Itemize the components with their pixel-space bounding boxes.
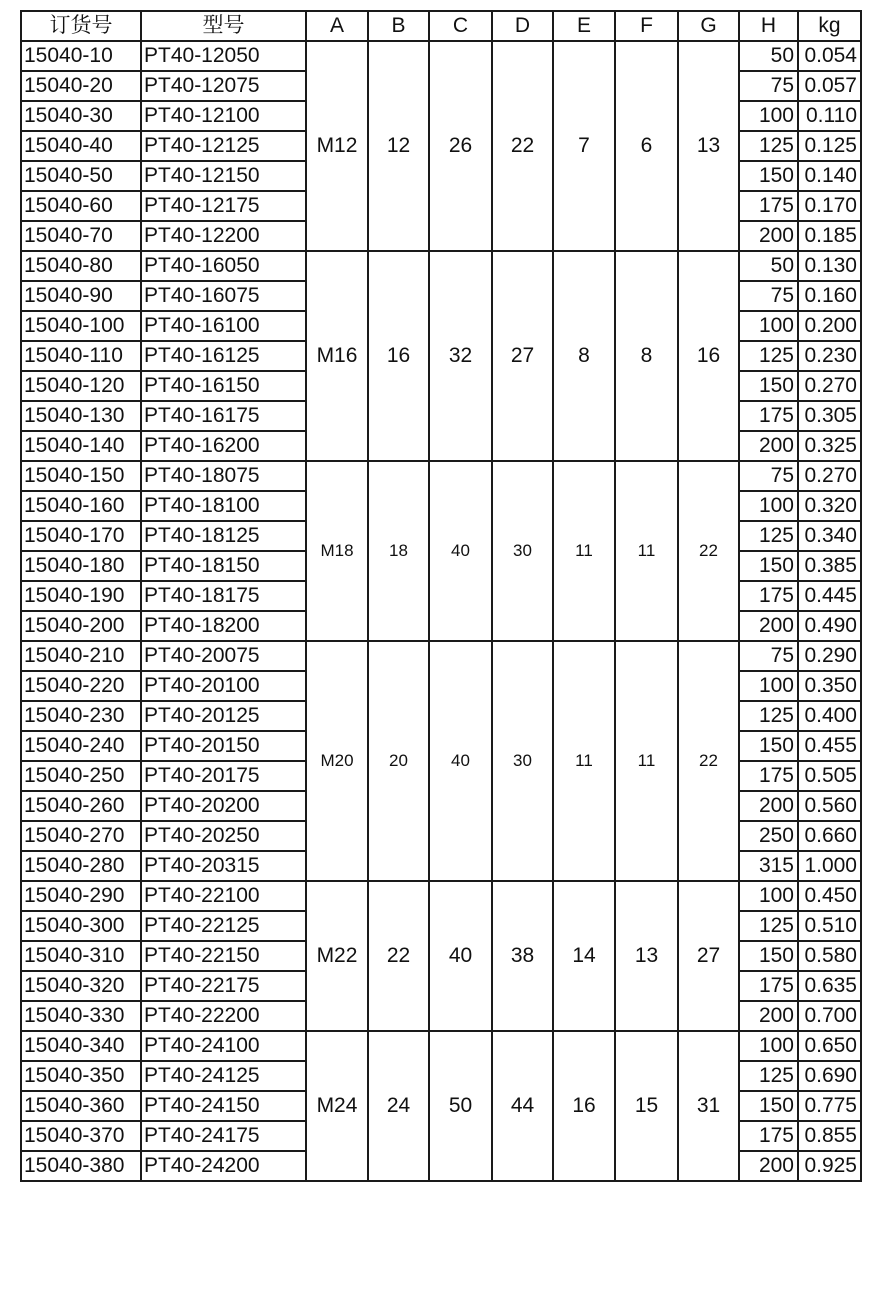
header-f: F <box>615 11 678 41</box>
order-no-cell: 15040-330 <box>21 1001 141 1031</box>
order-no-cell: 15040-320 <box>21 971 141 1001</box>
dim-g-cell: 31 <box>678 1031 739 1181</box>
model-cell: PT40-20150 <box>141 731 306 761</box>
h-cell: 200 <box>739 1151 798 1181</box>
order-no-cell: 15040-280 <box>21 851 141 881</box>
model-cell: PT40-18200 <box>141 611 306 641</box>
dim-f-cell: 15 <box>615 1031 678 1181</box>
h-cell: 125 <box>739 131 798 161</box>
dim-c-cell: 40 <box>429 461 492 641</box>
kg-cell: 1.000 <box>798 851 861 881</box>
h-cell: 75 <box>739 71 798 101</box>
order-no-cell: 15040-70 <box>21 221 141 251</box>
order-no-cell: 15040-340 <box>21 1031 141 1061</box>
h-cell: 50 <box>739 251 798 281</box>
kg-cell: 0.270 <box>798 371 861 401</box>
model-cell: PT40-16125 <box>141 341 306 371</box>
header-e: E <box>553 11 615 41</box>
dim-f-cell: 11 <box>615 641 678 881</box>
model-cell: PT40-16050 <box>141 251 306 281</box>
order-no-cell: 15040-360 <box>21 1091 141 1121</box>
h-cell: 100 <box>739 491 798 521</box>
dim-g-cell: 13 <box>678 41 739 251</box>
h-cell: 125 <box>739 1061 798 1091</box>
h-cell: 200 <box>739 611 798 641</box>
order-no-cell: 15040-220 <box>21 671 141 701</box>
h-cell: 100 <box>739 881 798 911</box>
dim-e-cell: 11 <box>553 461 615 641</box>
h-cell: 175 <box>739 971 798 1001</box>
kg-cell: 0.775 <box>798 1091 861 1121</box>
model-cell: PT40-12125 <box>141 131 306 161</box>
model-cell: PT40-24175 <box>141 1121 306 1151</box>
model-cell: PT40-18075 <box>141 461 306 491</box>
order-no-cell: 15040-90 <box>21 281 141 311</box>
h-cell: 150 <box>739 551 798 581</box>
order-no-cell: 15040-190 <box>21 581 141 611</box>
dim-c-cell: 32 <box>429 251 492 461</box>
dim-d-cell: 30 <box>492 461 553 641</box>
h-cell: 200 <box>739 221 798 251</box>
h-cell: 100 <box>739 671 798 701</box>
order-no-cell: 15040-310 <box>21 941 141 971</box>
h-cell: 100 <box>739 311 798 341</box>
table-row <box>21 251 861 281</box>
model-cell: PT40-12175 <box>141 191 306 221</box>
h-cell: 100 <box>739 1031 798 1061</box>
dim-b-cell: 12 <box>368 41 429 251</box>
kg-cell: 0.057 <box>798 71 861 101</box>
model-cell: PT40-12200 <box>141 221 306 251</box>
h-cell: 250 <box>739 821 798 851</box>
kg-cell: 0.320 <box>798 491 861 521</box>
kg-cell: 0.505 <box>798 761 861 791</box>
kg-cell: 0.580 <box>798 941 861 971</box>
kg-cell: 0.490 <box>798 611 861 641</box>
model-cell: PT40-20250 <box>141 821 306 851</box>
model-cell: PT40-12075 <box>141 71 306 101</box>
order-no-cell: 15040-230 <box>21 701 141 731</box>
order-no-cell: 15040-200 <box>21 611 141 641</box>
header-h: H <box>739 11 798 41</box>
kg-cell: 0.700 <box>798 1001 861 1031</box>
dim-g-cell: 22 <box>678 641 739 881</box>
model-cell: PT40-22200 <box>141 1001 306 1031</box>
table-row <box>21 1031 861 1061</box>
order-no-cell: 15040-380 <box>21 1151 141 1181</box>
kg-cell: 0.350 <box>798 671 861 701</box>
kg-cell: 0.690 <box>798 1061 861 1091</box>
model-cell: PT40-22175 <box>141 971 306 1001</box>
order-no-cell: 15040-210 <box>21 641 141 671</box>
dim-d-cell: 30 <box>492 641 553 881</box>
model-cell: PT40-16150 <box>141 371 306 401</box>
header-d: D <box>492 11 553 41</box>
model-cell: PT40-12150 <box>141 161 306 191</box>
h-cell: 175 <box>739 761 798 791</box>
dim-f-cell: 13 <box>615 881 678 1031</box>
order-no-cell: 15040-350 <box>21 1061 141 1091</box>
model-cell: PT40-16200 <box>141 431 306 461</box>
header-kg: kg <box>798 11 861 41</box>
dim-b-cell: 16 <box>368 251 429 461</box>
kg-cell: 0.385 <box>798 551 861 581</box>
order-no-cell: 15040-130 <box>21 401 141 431</box>
order-no-cell: 15040-10 <box>21 41 141 71</box>
dim-e-cell: 16 <box>553 1031 615 1181</box>
order-no-cell: 15040-80 <box>21 251 141 281</box>
h-cell: 125 <box>739 911 798 941</box>
h-cell: 200 <box>739 1001 798 1031</box>
dim-b-cell: 22 <box>368 881 429 1031</box>
kg-cell: 0.290 <box>798 641 861 671</box>
model-cell: PT40-12100 <box>141 101 306 131</box>
order-no-cell: 15040-110 <box>21 341 141 371</box>
kg-cell: 0.160 <box>798 281 861 311</box>
h-cell: 150 <box>739 371 798 401</box>
table-body <box>21 41 861 1181</box>
dim-b-cell: 24 <box>368 1031 429 1181</box>
dim-a-cell: M18 <box>306 461 368 641</box>
header-a: A <box>306 11 368 41</box>
order-no-cell: 15040-120 <box>21 371 141 401</box>
kg-cell: 0.230 <box>798 341 861 371</box>
header-g: G <box>678 11 739 41</box>
dim-d-cell: 44 <box>492 1031 553 1181</box>
h-cell: 150 <box>739 161 798 191</box>
kg-cell: 0.305 <box>798 401 861 431</box>
model-cell: PT40-24150 <box>141 1091 306 1121</box>
h-cell: 315 <box>739 851 798 881</box>
dim-e-cell: 14 <box>553 881 615 1031</box>
dim-f-cell: 8 <box>615 251 678 461</box>
kg-cell: 0.635 <box>798 971 861 1001</box>
kg-cell: 0.170 <box>798 191 861 221</box>
kg-cell: 0.560 <box>798 791 861 821</box>
dim-f-cell: 6 <box>615 41 678 251</box>
model-cell: PT40-22150 <box>141 941 306 971</box>
model-cell: PT40-12050 <box>141 41 306 71</box>
model-cell: PT40-18150 <box>141 551 306 581</box>
model-cell: PT40-22125 <box>141 911 306 941</box>
dim-c-cell: 40 <box>429 881 492 1031</box>
kg-cell: 0.325 <box>798 431 861 461</box>
dim-g-cell: 16 <box>678 251 739 461</box>
dim-g-cell: 27 <box>678 881 739 1031</box>
model-cell: PT40-22100 <box>141 881 306 911</box>
kg-cell: 0.455 <box>798 731 861 761</box>
dim-d-cell: 22 <box>492 41 553 251</box>
order-no-cell: 15040-150 <box>21 461 141 491</box>
kg-cell: 0.855 <box>798 1121 861 1151</box>
header-c: C <box>429 11 492 41</box>
dim-b-cell: 18 <box>368 461 429 641</box>
order-no-cell: 15040-160 <box>21 491 141 521</box>
kg-cell: 0.510 <box>798 911 861 941</box>
model-cell: PT40-16075 <box>141 281 306 311</box>
dim-c-cell: 40 <box>429 641 492 881</box>
kg-cell: 0.450 <box>798 881 861 911</box>
model-cell: PT40-24200 <box>141 1151 306 1181</box>
dim-a-cell: M24 <box>306 1031 368 1181</box>
order-no-cell: 15040-50 <box>21 161 141 191</box>
h-cell: 75 <box>739 641 798 671</box>
h-cell: 175 <box>739 1121 798 1151</box>
header-model: 型号 <box>141 11 306 41</box>
h-cell: 75 <box>739 461 798 491</box>
kg-cell: 0.125 <box>798 131 861 161</box>
h-cell: 150 <box>739 941 798 971</box>
order-no-cell: 15040-30 <box>21 101 141 131</box>
dim-e-cell: 8 <box>553 251 615 461</box>
kg-cell: 0.054 <box>798 41 861 71</box>
h-cell: 125 <box>739 701 798 731</box>
table-row <box>21 881 861 911</box>
header-order-no: 订货号 <box>21 11 141 41</box>
dim-d-cell: 27 <box>492 251 553 461</box>
model-cell: PT40-18175 <box>141 581 306 611</box>
dim-c-cell: 26 <box>429 41 492 251</box>
kg-cell: 0.400 <box>798 701 861 731</box>
order-no-cell: 15040-100 <box>21 311 141 341</box>
dim-f-cell: 11 <box>615 461 678 641</box>
model-cell: PT40-20175 <box>141 761 306 791</box>
model-cell: PT40-20075 <box>141 641 306 671</box>
model-cell: PT40-20100 <box>141 671 306 701</box>
h-cell: 200 <box>739 791 798 821</box>
order-no-cell: 15040-250 <box>21 761 141 791</box>
table-row <box>21 461 861 491</box>
table-row <box>21 641 861 671</box>
h-cell: 50 <box>739 41 798 71</box>
h-cell: 175 <box>739 191 798 221</box>
dim-c-cell: 50 <box>429 1031 492 1181</box>
h-cell: 125 <box>739 341 798 371</box>
model-cell: PT40-18100 <box>141 491 306 521</box>
model-cell: PT40-16175 <box>141 401 306 431</box>
kg-cell: 0.270 <box>798 461 861 491</box>
model-cell: PT40-16100 <box>141 311 306 341</box>
table-row <box>21 41 861 71</box>
h-cell: 175 <box>739 401 798 431</box>
order-no-cell: 15040-60 <box>21 191 141 221</box>
kg-cell: 0.140 <box>798 161 861 191</box>
kg-cell: 0.130 <box>798 251 861 281</box>
kg-cell: 0.445 <box>798 581 861 611</box>
h-cell: 150 <box>739 1091 798 1121</box>
order-no-cell: 15040-260 <box>21 791 141 821</box>
header-b: B <box>368 11 429 41</box>
order-no-cell: 15040-40 <box>21 131 141 161</box>
spec-table <box>20 10 862 1182</box>
order-no-cell: 15040-170 <box>21 521 141 551</box>
model-cell: PT40-24100 <box>141 1031 306 1061</box>
dim-a-cell: M12 <box>306 41 368 251</box>
h-cell: 200 <box>739 431 798 461</box>
kg-cell: 0.925 <box>798 1151 861 1181</box>
dim-g-cell: 22 <box>678 461 739 641</box>
header-row <box>21 11 861 41</box>
h-cell: 175 <box>739 581 798 611</box>
order-no-cell: 15040-290 <box>21 881 141 911</box>
h-cell: 150 <box>739 731 798 761</box>
order-no-cell: 15040-180 <box>21 551 141 581</box>
dim-b-cell: 20 <box>368 641 429 881</box>
dim-d-cell: 38 <box>492 881 553 1031</box>
model-cell: PT40-24125 <box>141 1061 306 1091</box>
model-cell: PT40-20315 <box>141 851 306 881</box>
kg-cell: 0.340 <box>798 521 861 551</box>
dim-a-cell: M22 <box>306 881 368 1031</box>
kg-cell: 0.660 <box>798 821 861 851</box>
h-cell: 125 <box>739 521 798 551</box>
model-cell: PT40-20125 <box>141 701 306 731</box>
model-cell: PT40-20200 <box>141 791 306 821</box>
model-cell: PT40-18125 <box>141 521 306 551</box>
dim-e-cell: 7 <box>553 41 615 251</box>
order-no-cell: 15040-140 <box>21 431 141 461</box>
order-no-cell: 15040-370 <box>21 1121 141 1151</box>
kg-cell: 0.650 <box>798 1031 861 1061</box>
h-cell: 75 <box>739 281 798 311</box>
order-no-cell: 15040-270 <box>21 821 141 851</box>
dim-a-cell: M20 <box>306 641 368 881</box>
h-cell: 100 <box>739 101 798 131</box>
order-no-cell: 15040-300 <box>21 911 141 941</box>
kg-cell: 0.185 <box>798 221 861 251</box>
dim-a-cell: M16 <box>306 251 368 461</box>
kg-cell: 0.110 <box>798 101 861 131</box>
order-no-cell: 15040-20 <box>21 71 141 101</box>
kg-cell: 0.200 <box>798 311 861 341</box>
dim-e-cell: 11 <box>553 641 615 881</box>
order-no-cell: 15040-240 <box>21 731 141 761</box>
